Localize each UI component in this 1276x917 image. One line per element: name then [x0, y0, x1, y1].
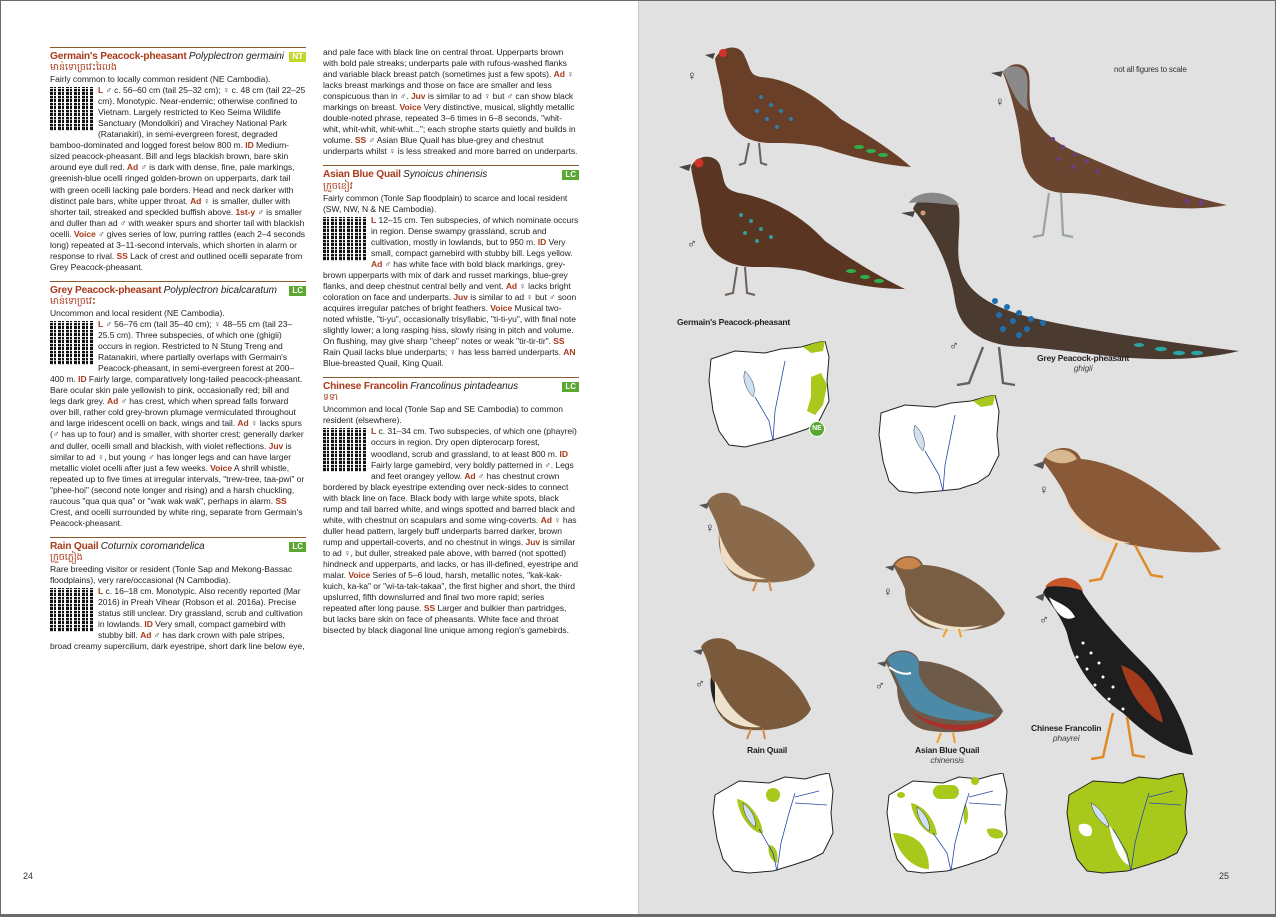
- field-keyword: 1st-y: [235, 206, 256, 217]
- female-symbol: ♀: [1039, 482, 1049, 497]
- species-entry-rain-quail: [50, 537, 306, 652]
- field-text: and pale face with black line on central throat. Upperparts brown with bold pale streaks; underparts pale with rufous-washed flanks and variable black breast patch (sometimes just a few spots).: [323, 47, 567, 80]
- page-number-left: 24: [23, 871, 34, 881]
- scientific-name: Polyplectron bicalcaratum: [163, 284, 277, 296]
- asian-blue-quail-female-illustration: [883, 549, 1013, 639]
- field-text: ♀ lacks breast markings and those on face are smaller and less conspicuous than in ♂.: [323, 69, 574, 102]
- field-text: Medium-sized peacock-pheasant. Bill and legs blackish brown, bare skin around eye dull red.: [50, 140, 289, 173]
- field-keyword: ID: [144, 619, 153, 630]
- field-text: is similar to ad ♀ but ♂ soon acquires irregular patches of bright feathers.: [323, 291, 577, 313]
- field-keyword: Ad: [371, 258, 383, 269]
- left-page: [1, 1, 639, 914]
- field-keyword: Ad: [540, 514, 552, 525]
- species-account: [323, 215, 579, 370]
- field-keyword: Ad: [126, 162, 139, 173]
- species-header: [323, 381, 579, 392]
- field-text: is similar to ad ♀ but ♂ can show black markings on breast.: [323, 91, 574, 113]
- male-symbol: ♂: [1039, 612, 1049, 627]
- field-keyword: Ad: [190, 195, 202, 206]
- range-map-asian-blue-quail: [883, 773, 1009, 875]
- common-name: Chinese Francolin: [323, 381, 408, 393]
- field-text: is similar to ad ♀, but duller, streaked pale above, with barred (not spotted) hindneck and upperparts, and lacks, or has ill-defined, eyestripe and malar.: [323, 536, 579, 581]
- plate-page: [639, 1, 1275, 914]
- species-account: [50, 319, 306, 529]
- field-text: ♀ has duller head pattern, largely buff underparts barred darker, brown rump and uppertail-coverts, and no chestnut in wings.: [323, 514, 577, 547]
- qr-code-icon[interactable]: [50, 588, 94, 632]
- khmer-name: មាន់ទោច្រវេះ: [50, 295, 96, 307]
- species-account: [50, 586, 306, 652]
- field-text: ♂ has dark crown with pale stripes, broad creamy supercilium, dark eyestripe, short dark line below eye,: [50, 630, 305, 652]
- field-keyword: ID: [559, 448, 568, 459]
- label-germains-peacock-pheasant: Germain's Peacock-pheasant: [677, 317, 791, 327]
- field-text: Larger and bulkier than partridges, but lacks bare skin on face of pheasants. White face and throat bisected by black diagonal line unique among region's gamebirds.: [323, 603, 569, 636]
- field-text: c. 31–34 cm. Two subspecies, of which one (phayrei) occurs in region. Dry open dipterocarp forest, woodland, scrub and grassland, to at least 800 m.: [371, 426, 577, 459]
- text-column-2: [323, 47, 579, 644]
- distribution-summary: Fairly common (Tonle Sap floodplain) to scarce and local resident (SW, NW, N & NE Cambodia).: [323, 192, 568, 214]
- field-keyword: L: [371, 214, 377, 225]
- field-keyword: Ad: [140, 630, 152, 641]
- rain-quail-continuation: [323, 47, 579, 157]
- field-text: ♂ Asian Blue Quail has blue-grey and chestnut underparts whilst ♀ is less streaked and more barred on underparts.: [323, 135, 578, 157]
- field-text: 12–15 cm. Ten subspecies, of which nominate occurs in region. Dense swampy grassland, scrub and cultivation, mostly in lowlands, but to 950 m.: [371, 214, 579, 247]
- field-text: ♂ c. 56–60 cm (tail 25–32 cm); ♀ c. 48 cm (tail 22–25 cm). Monotypic. Near-endemic; otherwise confined to Vietnam. Largely restricted to Keo Seima Wildlife Sanctuary (Mondolkiri) and Virachey National Park (Ratanakiri), in semi-evergreen forest, degraded bamboo-dominated and logged forest below 800 m.: [50, 85, 306, 151]
- field-keyword: SS: [116, 250, 128, 261]
- khmer-name: ទទា: [323, 392, 338, 404]
- iucn-status-badge: LC: [562, 382, 579, 392]
- qr-code-icon[interactable]: [50, 321, 94, 365]
- species-entry-grey-peacock-pheasant: [50, 281, 306, 529]
- rain-quail-female-illustration: [697, 485, 827, 595]
- field-keyword: ID: [78, 374, 87, 385]
- common-name: Asian Blue Quail: [323, 169, 401, 181]
- range-map-rain-quail: [709, 773, 835, 875]
- field-keyword: Juv: [268, 440, 284, 451]
- field-keyword: Voice: [399, 102, 422, 113]
- iucn-status-badge: NT: [289, 52, 306, 62]
- distribution-summary: Fairly common to locally common resident (NE Cambodia).: [50, 74, 271, 85]
- range-map-chinese-francolin: [1063, 773, 1189, 875]
- field-keyword: AN: [563, 347, 576, 358]
- scientific-name: Synoicus chinensis: [403, 169, 488, 181]
- field-keyword: Voice: [490, 302, 513, 313]
- field-text: Very small, compact gamebird with stubby bill. Legs yellow.: [371, 236, 573, 258]
- field-text: c. 16–18 cm. Monotypic. Also recently reported (Mar 2016) in Preah Vihear (Robson et al. 2016a). Precise status still unclear. Dry grassland, scrub and cultivation in lowlands.: [98, 586, 303, 630]
- species-header: [323, 169, 579, 180]
- field-keyword: L: [98, 318, 104, 329]
- field-text: Rain Quail lacks blue underparts; ♀ has less barred underparts.: [323, 347, 564, 358]
- field-keyword: Juv: [525, 536, 541, 547]
- common-name: Grey Peacock-pheasant: [50, 284, 162, 296]
- iucn-status-badge: LC: [289, 286, 306, 296]
- khmer-name: ក្រួចភ្លៀង: [50, 551, 83, 563]
- field-text: Fairly large, comparatively long-tailed peacock-pheasant. Bare ocular skin pale yellowish to pink, occasionally red; bill and legs dark grey.: [50, 374, 303, 407]
- qr-code-icon[interactable]: [323, 428, 367, 472]
- text-column-1: [50, 47, 306, 660]
- field-text: ♂ is smaller and duller than ad ♂ with weaker spurs and shorter tail with blackish ocelli.: [50, 206, 305, 239]
- male-symbol: ♂: [687, 236, 697, 251]
- scale-note: not all figures to scale: [1114, 65, 1187, 74]
- distribution-summary: Uncommon and local resident (NE Cambodia).: [50, 307, 225, 318]
- species-account: [323, 426, 579, 636]
- species-header: [50, 51, 306, 62]
- field-keyword: Juv: [453, 291, 468, 302]
- distribution-summary: Uncommon and local (Tonle Sap and SE Cambodia) to common resident (elsewhere).: [323, 404, 563, 426]
- field-keyword: SS: [275, 495, 287, 506]
- species-entry-chinese-francolin: [323, 377, 579, 636]
- male-symbol: ♂: [695, 676, 705, 691]
- species-entry-asian-blue-quail: [323, 165, 579, 369]
- range-map-grey-peacock-pheasant: [875, 395, 1001, 495]
- field-text: ♀ lacks bright coloration on face and underparts.: [323, 280, 571, 302]
- iucn-status-badge: LC: [562, 170, 579, 180]
- field-keyword: L: [371, 426, 377, 437]
- field-text: Fairly large gamebird, very boldly patterned in ♂. Legs and feet orangey yellow.: [371, 459, 574, 481]
- germains-peacock-pheasant-male-illustration: [675, 149, 915, 299]
- book-spread: [1, 1, 1275, 914]
- field-text: Lack of crest and outlined ocelli separate from Grey Peacock-pheasant.: [50, 250, 303, 272]
- label-grey-peacock-pheasant: Grey Peacock-pheasant ghigii: [1037, 353, 1130, 373]
- field-keyword: Ad: [464, 470, 476, 481]
- field-keyword: Ad: [505, 280, 518, 291]
- field-keyword: Voice: [73, 228, 96, 239]
- field-text: Series of 5–6 loud, harsh, metallic notes, "kak-kak-kuich, ka-ka" or "wi-ta-tak-takaa", the first higher and short, the third upslurred, fifth downslurred and final two more rapid; series repeated after long pause.: [323, 570, 575, 614]
- field-keyword: L: [98, 85, 104, 96]
- female-symbol: ♀: [883, 584, 893, 599]
- field-keyword: Voice: [210, 462, 233, 473]
- field-keyword: SS: [423, 603, 436, 614]
- khmer-name: ក្រួចខៀវ: [323, 180, 353, 192]
- female-symbol: ♀: [995, 94, 1005, 109]
- chinese-francolin-female-illustration: [1031, 439, 1231, 589]
- field-text: is similar to ad ♀, but young ♂ has longer legs and can have larger metallic violet ocelli after just a few weeks.: [50, 440, 292, 473]
- field-text: ♂ has white face with bold black markings, grey-brown upperparts with mix of dark and russet markings, blue-grey flanks, and deep chestnut central belly and vent.: [323, 258, 568, 291]
- species-header: [50, 285, 306, 296]
- field-keyword: SS: [553, 336, 565, 347]
- field-text: Very distinctive, musical, slightly metallic double-noted phrase, repeated 3–6 times in 6–8 seconds, "whit-whit, whit-whit, whit-whit..."; each strophe starts quietly and builds in volume.: [323, 102, 576, 146]
- field-text: Very small, compact gamebird with stubby bill.: [98, 619, 286, 641]
- common-name: Rain Quail: [50, 540, 99, 552]
- scientific-name: Coturnix coromandelica: [100, 540, 205, 552]
- field-text: Crest, and ocelli surrounded by white ring, separate from Germain's Peacock-pheasant.: [50, 506, 303, 528]
- field-text: Blue-breasted Quail, King Quail.: [323, 358, 444, 369]
- label-chinese-francolin: Chinese Francolin phayrei: [1031, 723, 1102, 743]
- field-text: ♂ gives series of low, purring rattles (each 2–4 seconds long) repeated at 3–11-second intervals, which shorten in alarm or response to rival.: [50, 228, 306, 261]
- field-text: ♀ is smaller, duller with shorter tail, streaked and speckled buffish above.: [50, 195, 291, 217]
- ne-badge: NE: [809, 421, 825, 437]
- field-keyword: Ad: [553, 69, 565, 80]
- field-keyword: Ad: [107, 396, 119, 407]
- common-name: Germain's Peacock-pheasant: [50, 51, 187, 62]
- field-keyword: L: [98, 586, 104, 597]
- field-keyword: ID: [245, 140, 254, 151]
- male-symbol: ♂: [949, 338, 959, 353]
- species-header: [50, 541, 306, 552]
- scientific-name: Francolinus pintadeanus: [410, 381, 519, 393]
- label-rain-quail: Rain Quail: [747, 745, 788, 755]
- field-text: Musical two-noted whistle, "ti-yu", occasionally trisyllabic, "ti-ti-yu", with final note slightly lower; a long rasping hiss, slowly rising in pitch and volume. On flushing, may give sharp "cheep" notes or weak "tir-tir-tir".: [323, 302, 576, 347]
- field-keyword: Juv: [410, 91, 426, 102]
- species-account: [50, 85, 306, 273]
- label-asian-blue-quail: Asian Blue Quail chinensis: [915, 745, 980, 765]
- field-keyword: Ad: [237, 418, 249, 429]
- female-symbol: ♀: [705, 520, 715, 535]
- male-symbol: ♂: [875, 678, 885, 693]
- species-entry-germains-peacock-pheasant: [50, 47, 306, 273]
- field-text: ♂ has crest, which when spread falls forward over bill, rather cold grey-brown plumage vermiculated throughout and large iridescent ocelli on back, wings and tail.: [50, 396, 296, 429]
- field-keyword: Voice: [348, 570, 371, 581]
- field-keyword: ID: [537, 236, 547, 247]
- scientific-name: Polyplectron germaini: [188, 51, 284, 62]
- female-symbol: ♀: [687, 68, 697, 83]
- distribution-summary: Rare breeding visitor or resident (Tonle Sap and Mekong-Bassac floodplains), very rare/occasional (N Cambodia).: [50, 563, 293, 585]
- asian-blue-quail-male-illustration: [875, 645, 1015, 745]
- khmer-name: មាន់ទោច្រវេះរៃលង: [50, 62, 117, 74]
- qr-code-icon[interactable]: [50, 87, 94, 131]
- qr-code-icon[interactable]: [323, 217, 367, 261]
- field-text: ♂ 56–76 cm (tail 35–40 cm); ♀ 48–55 cm (tail 23–25.5 cm). Three subspecies, of which one (ghigii) occurs in region. Restricted to N Stung Treng and Ratanakiri, where partially overlaps with Germain's Peacock-pheasant, in semi-evergreen forest at 200–400 m.: [50, 318, 295, 385]
- page-number-right: 25: [1218, 871, 1229, 881]
- iucn-status-badge: LC: [289, 542, 306, 552]
- field-text: A shrill whistle, repeated up to five times at irregular intervals, "trew-tree, taa-pwi" or "phee-hoi" (second note longer and rising) and a harsh chuckling, raucous "qua qua qua" or "wak wak wak", perhaps in alarm.: [50, 462, 305, 506]
- field-text: ♀ lacks spurs (♂ has up to four) and is smaller, with shorter crest; generally darker and duller, ocelli small and blackish, with violet reflections.: [50, 418, 304, 451]
- rain-quail-male-illustration: [691, 633, 821, 743]
- field-keyword: SS: [354, 135, 367, 146]
- field-text: ♂ has chestnut crown bordered by black eyestripe extending over neck-sides to connect with black line on face. Black body with large white spots, black rump and tail barred white, and wings spotted and barred black and white, with chestnut on scapulars and some wing-coverts.: [323, 470, 575, 525]
- field-text: ♂ is dark with dense, fine, pale markings, greenish-blue ocelli ringed golden-brown on upperparts, dark tail with green ocelli lacking pale borders. Head and neck darker with distinct pale bars, white upper throat.: [50, 162, 295, 206]
